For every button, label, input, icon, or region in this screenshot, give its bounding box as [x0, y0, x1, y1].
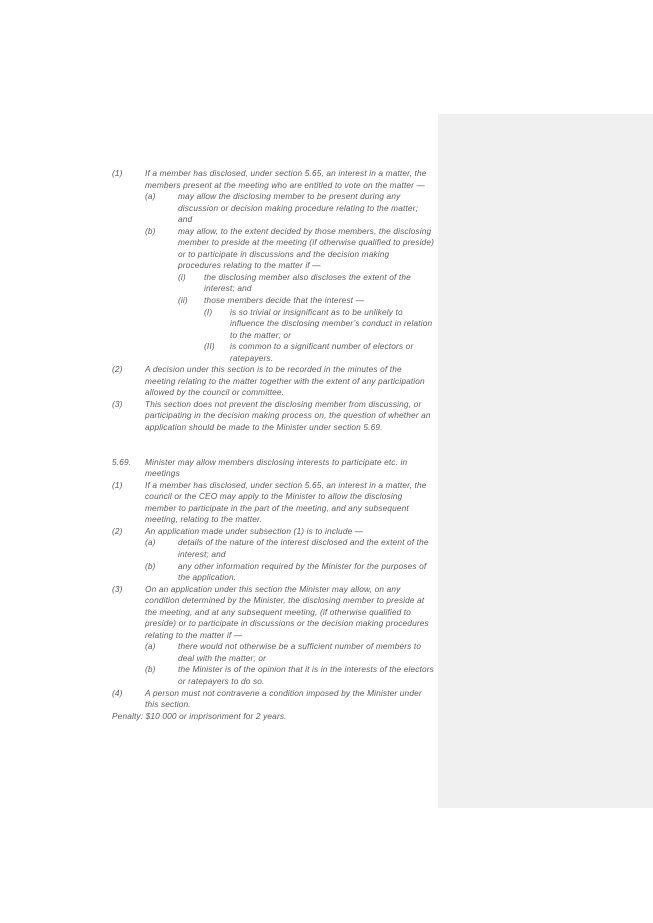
clause-ii	[204, 341, 434, 364]
clause-3	[112, 584, 434, 642]
clause-3	[112, 399, 434, 434]
clause-marker: (4)	[112, 687, 123, 698]
clause-marker: (i)	[178, 271, 186, 282]
clause-text: details of the nature of the interest disclosed and the extent of the interest; and	[178, 537, 429, 559]
penalty-line: Penalty: $10 000 or imprisonment for 2 years.	[112, 710, 287, 721]
clause-a	[145, 641, 434, 664]
clause-text: any other information required by the Minister for the purposes of the application.	[178, 560, 427, 583]
clause-1	[112, 168, 434, 191]
page-side-panel	[438, 114, 653, 808]
clause-4	[112, 688, 434, 711]
clause-text: those members decide that the interest —	[204, 295, 365, 306]
clause-ii	[178, 295, 434, 307]
clause-marker: (2)	[112, 525, 123, 536]
legislative-text-body	[112, 168, 434, 722]
clause-i	[178, 272, 434, 295]
clause-b	[145, 561, 434, 584]
clause-marker: (1)	[112, 479, 123, 490]
clause-marker: (a)	[145, 537, 156, 548]
clause-text: may allow, to the extent decided by those members, the disclosing member to preside at the meeting (if otherwise qualified to preside) or to participate in discussions and the decision making procedures relating to the matter if —	[178, 225, 435, 271]
clause-text: A decision under this section is to be recorded in the minutes of the meeting relating to the matter together with the extent of any participation allowed by the council or committee.	[145, 364, 425, 398]
clause-text: the disclosing member also discloses the extent of the interest; and	[204, 271, 411, 294]
section-heading	[112, 457, 434, 480]
clause-text: On an application under this section the Minister may allow, on any condition determined by the Minister, the disclosing member to preside at the meeting, and at any subsequent meeting, (if otherwise qualified to preside) or to participate in discussions or the decision making procedures relating to the matter if —	[145, 583, 429, 640]
section-number: 5.69.	[112, 456, 132, 467]
clause-text: If a member has disclosed, under section 5.65, an interest in a matter, the members present at the meeting who are entitled to vote on the matter —	[145, 168, 427, 190]
clause-text: the Minister is of the opinion that it is in the interests of the electors or ratepayers to do so.	[178, 664, 434, 686]
clause-text: may allow the disclosing member to be present during any discussion or decision making procedure relating to the matter; and	[178, 191, 419, 225]
clause-marker: (b)	[145, 225, 156, 236]
clause-b	[145, 226, 434, 272]
clause-i	[204, 307, 434, 342]
clause-marker: (a)	[145, 191, 156, 202]
clause-marker: (2)	[112, 364, 123, 375]
paragraph-spacer	[112, 434, 434, 446]
clause-marker: (3)	[112, 398, 123, 409]
clause-1	[112, 480, 434, 526]
clause-text: This section does not prevent the disclosing member from discussing, or participating in the decision making process on, the question of whether an application should be made to the Minister under section 5.69.	[145, 398, 431, 433]
clause-text: there would not otherwise be a sufficient number of members to deal with the matter; or	[178, 641, 422, 663]
clause-marker: (a)	[145, 641, 156, 652]
clause-marker: (1)	[112, 168, 123, 178]
clause-marker: (I)	[204, 306, 213, 317]
clause-a	[145, 191, 434, 226]
clause-a	[145, 537, 434, 560]
clause-marker: (b)	[145, 664, 156, 675]
clause-marker: (II)	[204, 341, 215, 352]
clause-text: If a member has disclosed, under section 5.65, an interest in a matter, the council or the CEO may apply to the Minister to allow the disclosing member to participate in the part of the meeting, and any subsequent meeting, relating to the matter.	[145, 479, 427, 525]
clause-text: A person must not contravene a condition imposed by the Minister under this section.	[145, 687, 422, 710]
clause-text: is common to a significant number of electors or ratepayers.	[230, 341, 414, 363]
clause-b	[145, 664, 434, 687]
clause-text: is so trivial or insignificant as to be unlikely to influence the disclosing member’s conduct in relation to the matter; or	[230, 306, 433, 340]
clause-marker: (3)	[112, 583, 123, 594]
clause-2	[112, 526, 434, 538]
clause-text: An application made under subsection (1) is to include —	[145, 525, 364, 536]
clause-2	[112, 364, 434, 399]
clause-marker: (b)	[145, 560, 156, 571]
section-title: Minister may allow members disclosing interests to participate etc. in meetings	[145, 456, 408, 479]
clause-marker: (ii)	[178, 295, 188, 306]
